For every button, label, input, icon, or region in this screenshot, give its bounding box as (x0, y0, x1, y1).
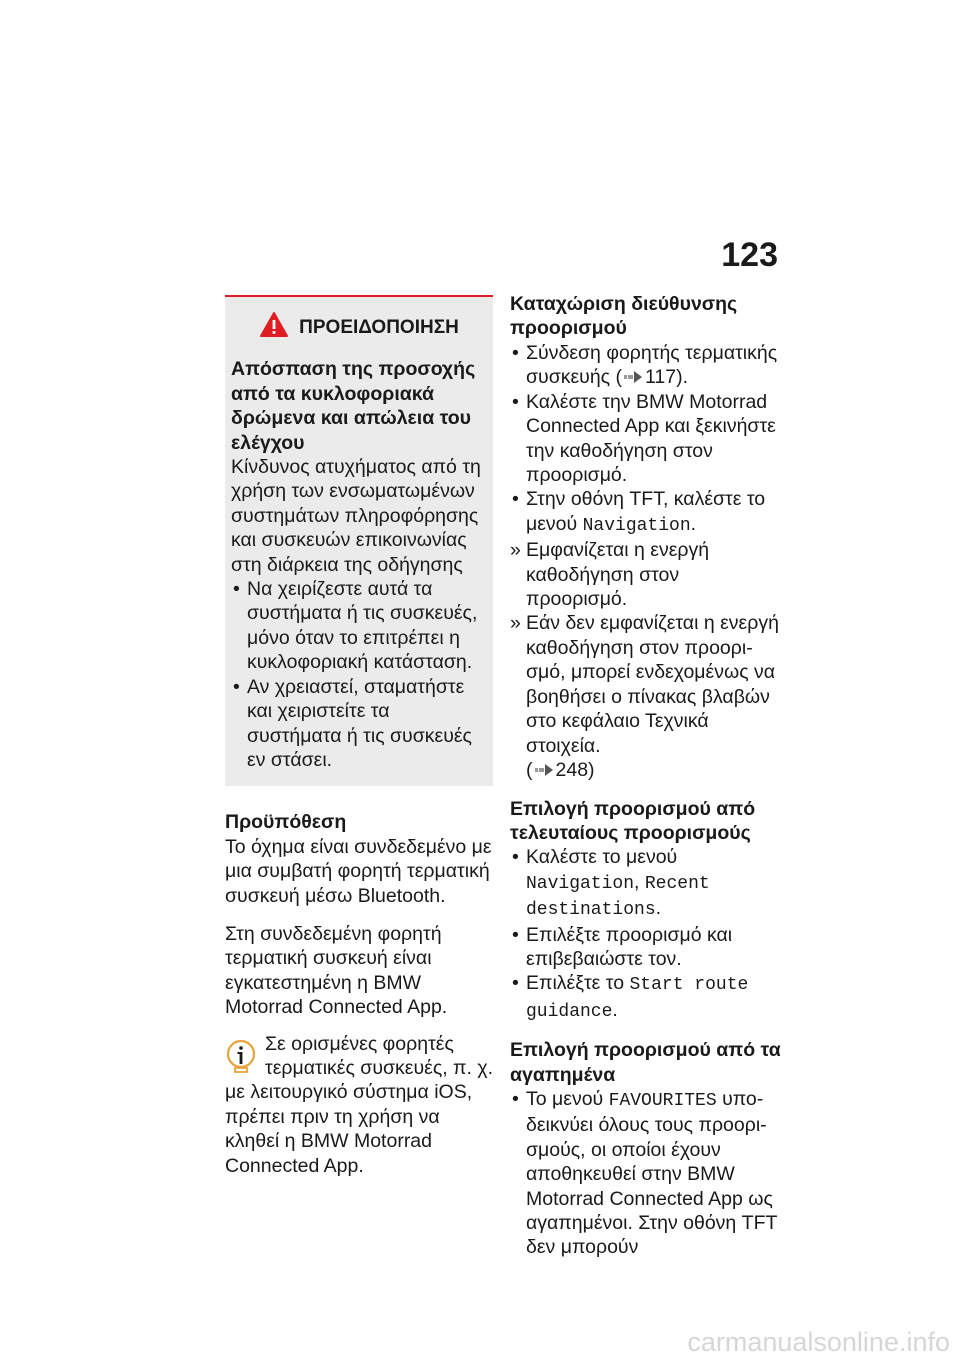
step-text: Το μενού (526, 1088, 609, 1110)
section-title-favourites: Επιλογή προορισμού από τα αγαπημένα (510, 1039, 781, 1086)
warning-triangle-icon (259, 311, 289, 345)
result-text: Εάν δεν εμφανίζεται η ενεργή καθοδήγηση στον προορισμό, μπορεί ενδεχομένως να βοηθήσει ο πίνακας βλαβών στο κεφάλαιο Τεχνικά στοιχεία. (526, 612, 779, 757)
menu-name: Navigation (526, 873, 635, 894)
list-item (510, 971, 782, 1024)
note (225, 1032, 493, 1178)
list-item: • Αν χρειαστεί, σταματήστε και χειριστείτε τα συστήματα ή τις συσκευές εν στάσει. (231, 675, 487, 773)
ref-close: ) (588, 759, 595, 782)
result-item: » Εμφανίζεται η ενεργή καθοδήγηση στον προορισμό. (510, 538, 782, 611)
menu-name: FAVOURITES (608, 1091, 717, 1111)
prerequisite-text-2: Στη συνδεδεμένη φορητή τερματική συσκευή είναι εγκατεστημένη η BMW Motorrad Connected App. (225, 922, 448, 1019)
step-text-end: ). (676, 366, 689, 389)
watermark: carmanualsonline.info (687, 1327, 950, 1357)
list-item: • Καλέστε την BMW Motorrad Connected App και ξεκινήστε την καθοδήγηση στον προορισμό. (510, 390, 782, 488)
warning-box (225, 295, 493, 786)
list-item (510, 341, 782, 390)
section-title-recent: Επιλογή προορισμού από τελευταίους προορισμούς (510, 797, 756, 844)
separator: , (634, 870, 645, 893)
right-column (510, 292, 782, 1260)
page-reference-number: 248 (555, 758, 589, 781)
menu-name: Navigation (582, 515, 691, 536)
step-text: Επιλέξτε το (526, 972, 630, 995)
menu-name: Start route guidance (526, 975, 749, 1022)
list-item: • Επιλέξτε προορισμό και επιβεβαιώστε τον. (510, 923, 782, 972)
step-text-end: υποδεικνύει όλους τους προορισμούς, οι οποίοι έχουν αποθηκευθεί στην BMW Motorrad Connected App ως αγαπημένοι. Στην οθόνη TFT δεν μπορούν (526, 1088, 778, 1259)
page-number: 123 (721, 236, 778, 274)
arrow-right-icon (624, 371, 642, 383)
note-text: Σε ορισμένες φορητές τερματικές συσκευές, π. χ. με λειτουργικό σύστημα iOS, πρέπει πριν τη χρήση να κληθεί η BMW Motorrad Connected App. (225, 1032, 494, 1177)
step-text: Στην οθόνη TFT, καλέστε το μενού (526, 488, 766, 535)
result-item (510, 611, 782, 782)
warning-bullets (231, 577, 487, 772)
info-icon (225, 1038, 257, 1076)
list-item: • Να χειρίζεστε αυτά τα συστήματα ή τις συσκευές, μόνο όταν το επιτρέπει η κυκλοφοριακή κατάσταση. (231, 577, 487, 675)
list-item (510, 487, 782, 538)
step-text-end: . (655, 897, 662, 920)
recent-steps (510, 845, 782, 1024)
warning-text: Κίνδυνος ατυχήματος από τη χρήση των ενσωματωμένων συστημάτων πληροφόρησης και συσκευών επικοινωνίας στη διάρκεια της οδήγησης (231, 456, 481, 576)
warning-title: Απόσπαση της προσοχής από τα κυκλοφοριακά δρώμενα και απώλεια του ελέγχου (231, 358, 476, 454)
arrow-right-icon (535, 764, 553, 776)
page-reference[interactable] (533, 758, 589, 782)
step-text-end: . (690, 512, 697, 535)
section-title-enter: Καταχώριση διεύθυνσης προορισμού (510, 293, 738, 340)
page-reference-number: 117 (645, 366, 677, 389)
step-text: Καλέστε το μενού (526, 846, 678, 869)
ref-open: ( (526, 759, 533, 782)
step-text-end: . (612, 998, 618, 1021)
list-item (510, 845, 782, 922)
left-column (225, 295, 493, 1178)
warning-label: ΠΡΟΕΙΔΟΠΟΙΗΣΗ (299, 317, 459, 338)
step-text: Σύνδεση φορητής τερματικής συσκευής ( (526, 341, 778, 389)
favourites-steps (510, 1087, 782, 1260)
list-item (510, 1087, 782, 1260)
prerequisite-text-1: Το όχημα είναι συνδεδεμένο με μια συμβατή φορητή τερματική συσκευή μέσω Bluetooth. (225, 835, 492, 907)
warning-header (231, 311, 487, 345)
page-reference[interactable] (622, 365, 676, 389)
menu-name: Recent destinations (526, 873, 710, 921)
prerequisite-title: Προϋπόθεση (225, 811, 347, 834)
enter-steps (510, 341, 782, 783)
